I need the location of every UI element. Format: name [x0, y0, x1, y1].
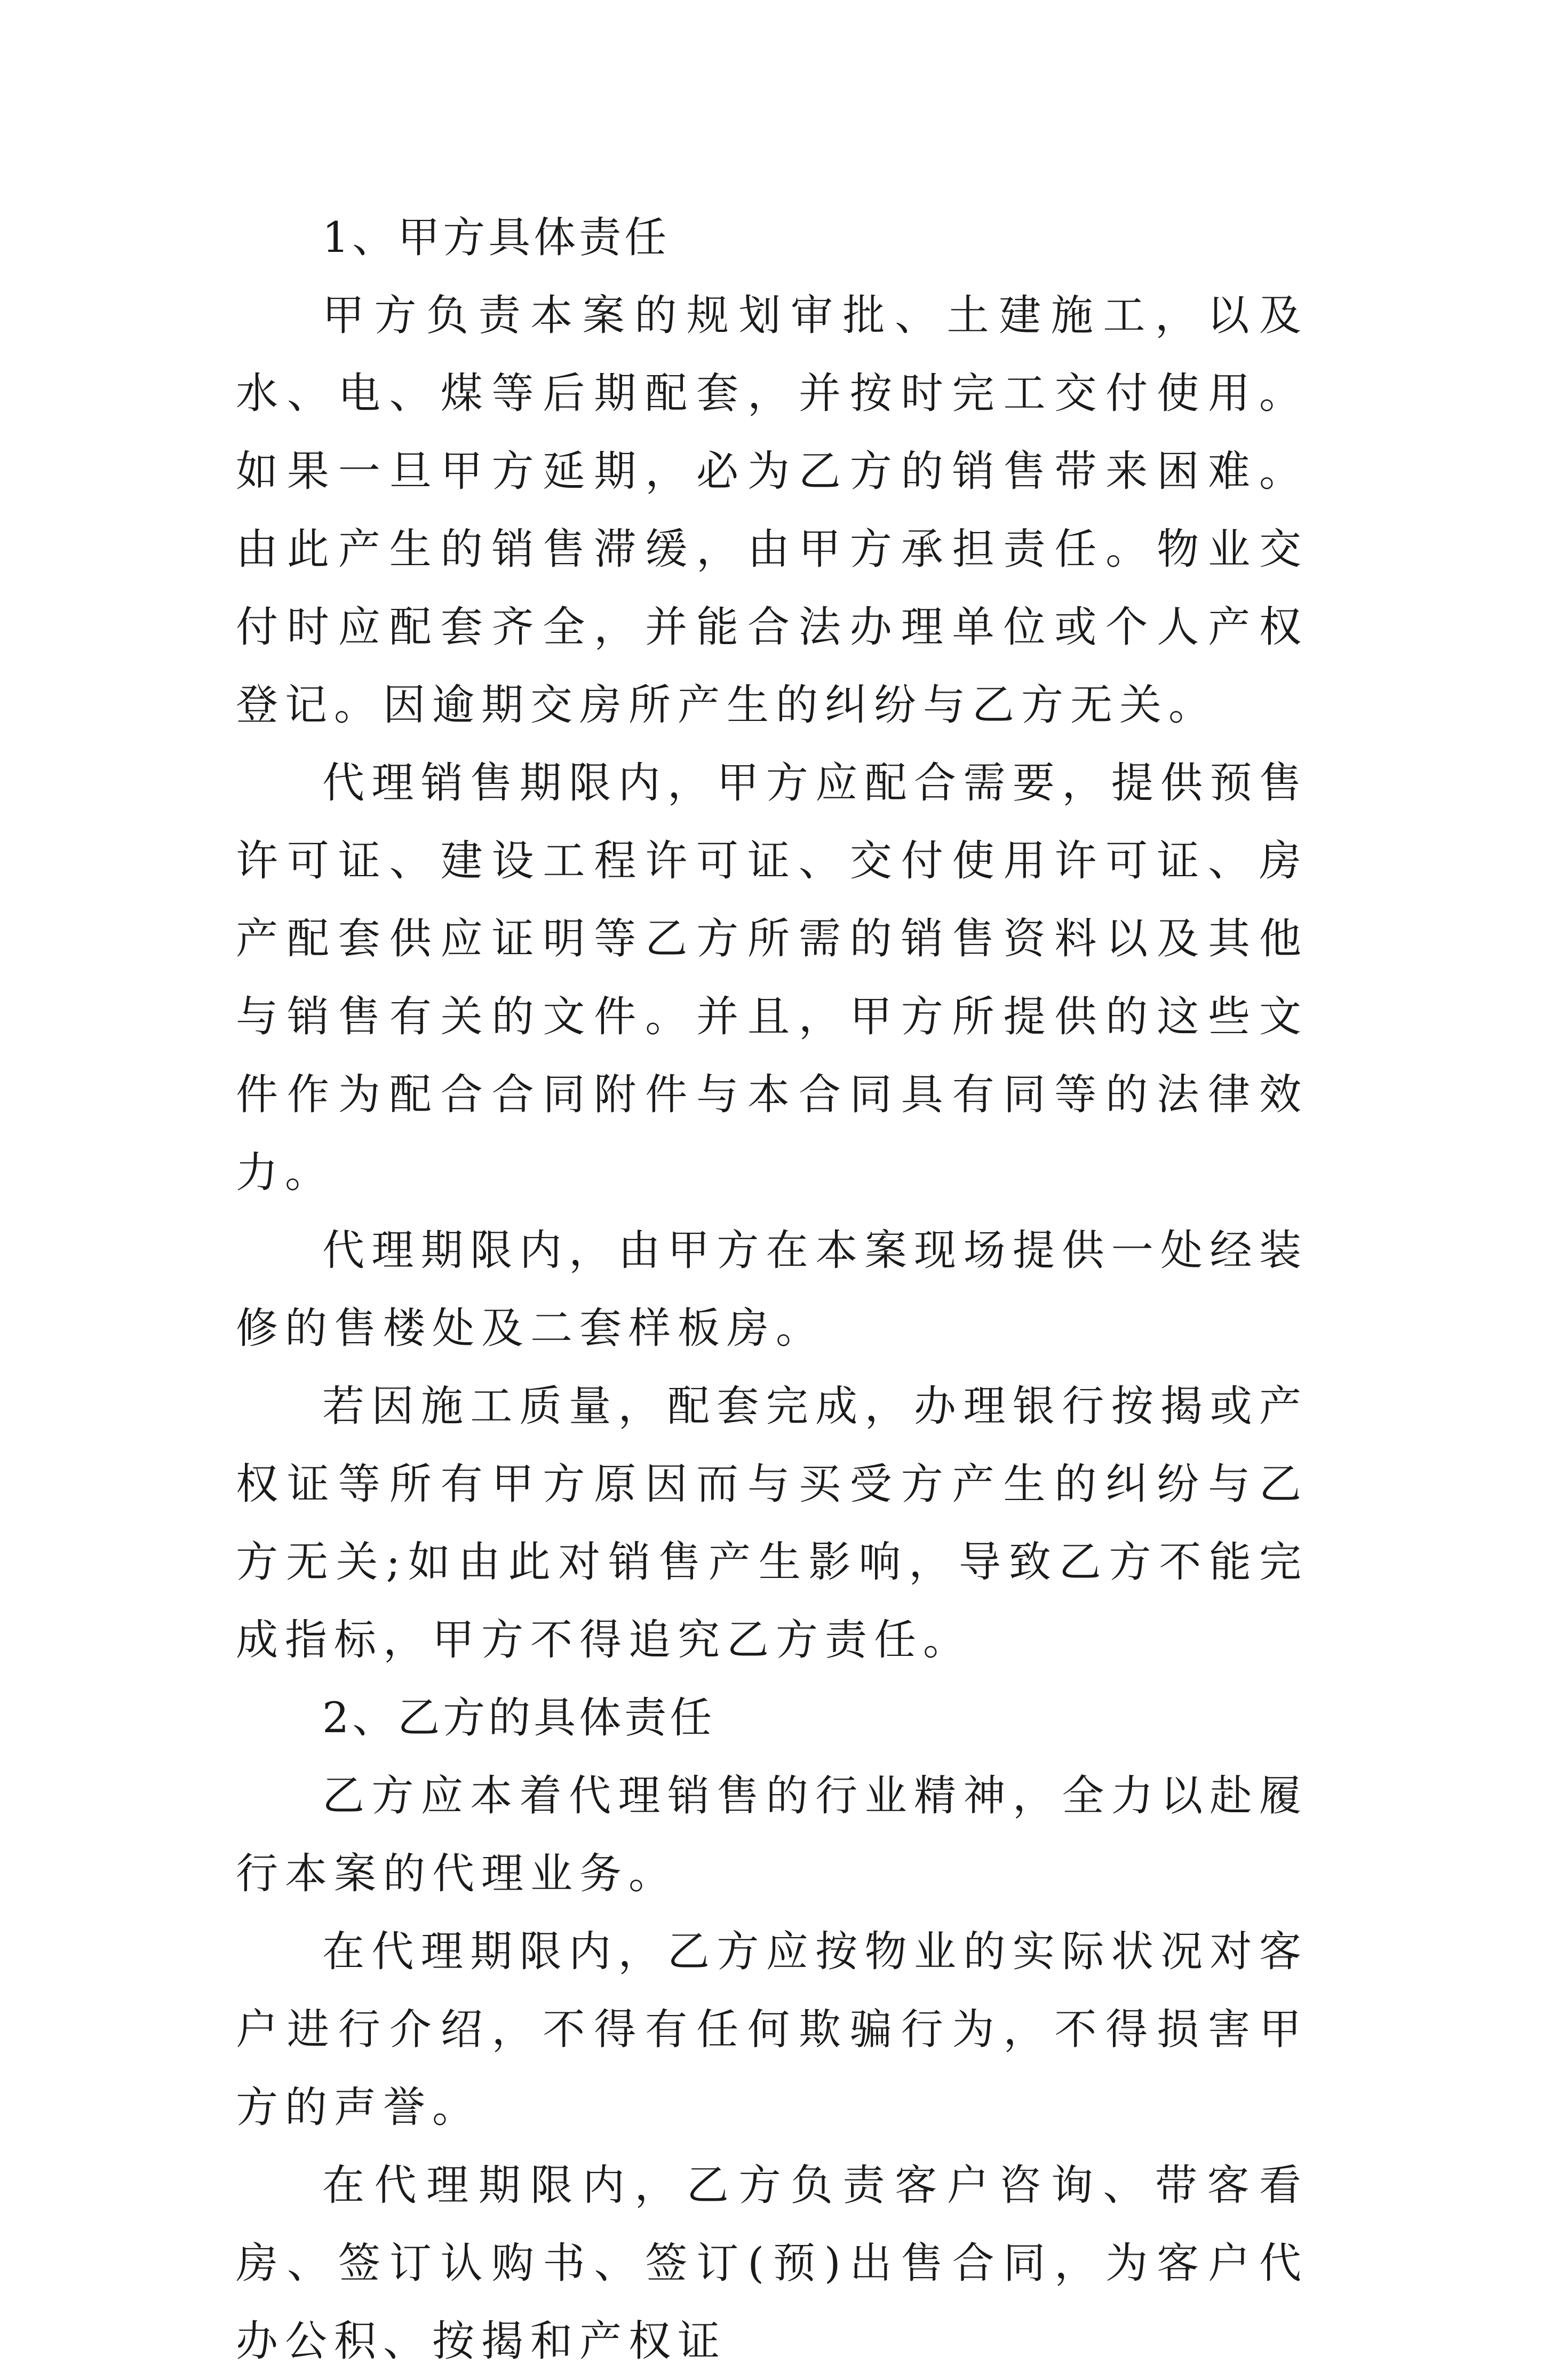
- paragraph-6: 在代理期限内，乙方应按物业的实际状况对客户进行介绍，不得有任何欺骗行为，不得损害甲方的声誉。: [236, 1927, 1308, 2132]
- section-heading-2: 2、乙方的具体责任: [322, 1693, 715, 1742]
- paragraph-1: 甲方负责本案的规划审批、土建施工，以及水、电、煤等后期配套，并按时完工交付使用。如果一旦甲方延期，必为乙方的销售带来困难。由此产生的销售滞缓，由甲方承担责任。物业交付时应配套齐全，并能合法办理单位或个人产权登记。因逾期交房所产生的纠纷与乙方无关。: [236, 291, 1308, 729]
- paragraph-4: 若因施工质量，配套完成，办理银行按揭或产权证等所有甲方原因而与买受方产生的纠纷与乙方无关;如由此对销售产生影响，导致乙方不能完成指标，甲方不得追究乙方责任。: [236, 1382, 1308, 1664]
- paragraph-7: 在代理期限内，乙方负责客户咨询、带客看房、签订认购书、签订(预)出售合同，为客户代办公积、按揭和产权证: [236, 2161, 1308, 2366]
- paragraph-3: 代理期限内，由甲方在本案现场提供一处经装修的售楼处及二套样板房。: [236, 1226, 1308, 1353]
- section-heading-1: 1、甲方具体责任: [322, 213, 670, 262]
- paragraph-5: 乙方应本着代理销售的行业精神，全力以赴履行本案的代理业务。: [236, 1771, 1308, 1898]
- paragraph-2: 代理销售期限内，甲方应配合需要，提供预售许可证、建设工程许可证、交付使用许可证、房产配套供应证明等乙方所需的销售资料以及其他与销售有关的文件。并且，甲方所提供的这些文件作为配合合同附件与本合同具有同等的法律效力。: [236, 758, 1308, 1197]
- document-body: [236, 199, 1308, 2380]
